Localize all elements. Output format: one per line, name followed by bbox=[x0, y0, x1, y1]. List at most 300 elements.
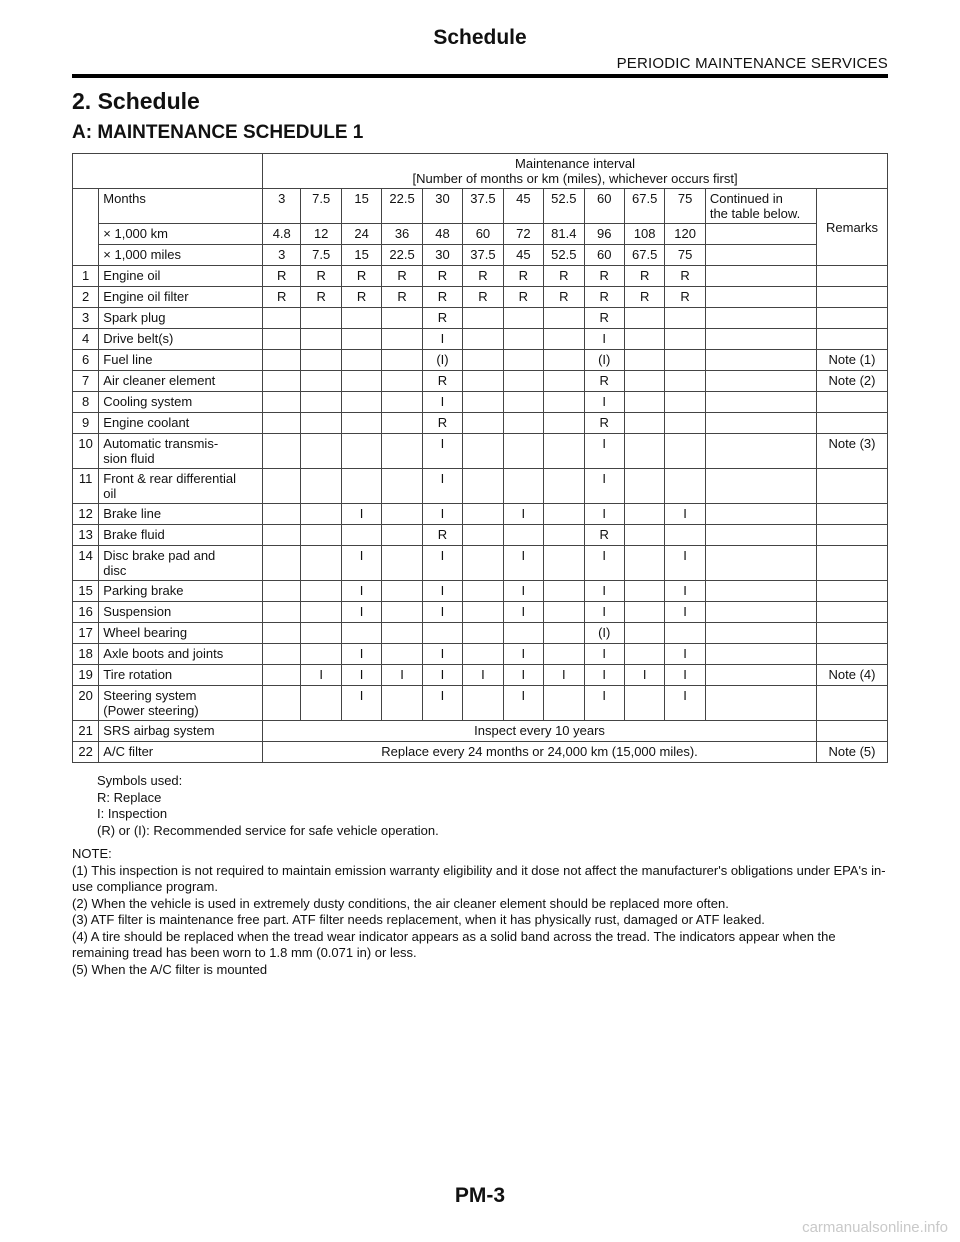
page-number: PM-3 bbox=[454, 1184, 506, 1207]
item-name: A/C filter bbox=[99, 742, 263, 763]
service-cell: I bbox=[422, 329, 462, 350]
service-cell bbox=[263, 686, 301, 721]
service-cell: R bbox=[463, 266, 503, 287]
service-cell bbox=[341, 371, 381, 392]
service-cell: R bbox=[584, 371, 624, 392]
continued-cell bbox=[705, 623, 816, 644]
service-cell: I bbox=[503, 665, 543, 686]
service-cell: I bbox=[584, 329, 624, 350]
section-heading: 2. Schedule bbox=[72, 88, 200, 114]
continued-cell bbox=[705, 469, 816, 504]
continued-cell bbox=[705, 266, 816, 287]
item-number: 20 bbox=[73, 686, 99, 721]
service-cell: R bbox=[422, 371, 462, 392]
km-value: 48 bbox=[422, 224, 462, 245]
table-row bbox=[73, 644, 888, 665]
miles-value: 75 bbox=[665, 245, 705, 266]
service-cell bbox=[263, 350, 301, 371]
service-cell bbox=[263, 329, 301, 350]
service-cell: I bbox=[665, 665, 705, 686]
month-value: 75 bbox=[665, 189, 705, 224]
remark-cell bbox=[817, 721, 888, 742]
service-cell: I bbox=[422, 434, 462, 469]
remark-cell bbox=[817, 504, 888, 525]
service-cell bbox=[263, 644, 301, 665]
service-cell: R bbox=[341, 266, 381, 287]
km-value: 24 bbox=[341, 224, 381, 245]
remark-cell bbox=[817, 469, 888, 504]
service-cell bbox=[463, 525, 503, 546]
service-cell bbox=[503, 434, 543, 469]
item-number: 10 bbox=[73, 434, 99, 469]
remark-cell bbox=[817, 266, 888, 287]
service-cell: R bbox=[584, 413, 624, 434]
service-cell bbox=[301, 308, 341, 329]
symbols-legend bbox=[97, 773, 439, 839]
service-cell bbox=[341, 434, 381, 469]
continued-cell bbox=[705, 546, 816, 581]
service-cell bbox=[341, 525, 381, 546]
service-cell: I bbox=[341, 686, 381, 721]
service-cell: R bbox=[422, 287, 462, 308]
service-cell: I bbox=[301, 665, 341, 686]
service-cell bbox=[341, 329, 381, 350]
item-number: 21 bbox=[73, 721, 99, 742]
service-cell bbox=[301, 392, 341, 413]
service-cell bbox=[665, 371, 705, 392]
service-cell bbox=[382, 644, 422, 665]
table-row bbox=[73, 266, 888, 287]
item-number: 3 bbox=[73, 308, 99, 329]
service-cell bbox=[301, 469, 341, 504]
service-cell bbox=[624, 329, 664, 350]
miles-value: 15 bbox=[341, 245, 381, 266]
service-cell bbox=[624, 469, 664, 504]
interval-header: Maintenance interval [Number of months or km (miles), whichever occurs first] bbox=[263, 154, 888, 189]
service-cell bbox=[624, 525, 664, 546]
km-value: 96 bbox=[584, 224, 624, 245]
service-cell bbox=[624, 371, 664, 392]
service-cell bbox=[463, 546, 503, 581]
service-cell: I bbox=[341, 581, 381, 602]
service-cell: I bbox=[422, 686, 462, 721]
service-cell bbox=[544, 525, 584, 546]
service-cell bbox=[382, 504, 422, 525]
miles-value: 37.5 bbox=[463, 245, 503, 266]
km-value: 4.8 bbox=[263, 224, 301, 245]
remark-cell bbox=[817, 546, 888, 581]
item-name: Drive belt(s) bbox=[99, 329, 263, 350]
item-name: Axle boots and joints bbox=[99, 644, 263, 665]
miles-value: 60 bbox=[584, 245, 624, 266]
item-number: 8 bbox=[73, 392, 99, 413]
months-label: Months bbox=[99, 189, 263, 224]
service-cell bbox=[665, 413, 705, 434]
service-cell bbox=[382, 623, 422, 644]
remark-cell: Note (2) bbox=[817, 371, 888, 392]
table-row bbox=[73, 287, 888, 308]
service-cell: R bbox=[263, 266, 301, 287]
service-cell bbox=[341, 469, 381, 504]
table-row bbox=[73, 665, 888, 686]
service-cell bbox=[263, 434, 301, 469]
service-cell bbox=[263, 581, 301, 602]
km-value: 108 bbox=[624, 224, 664, 245]
service-cell: I bbox=[422, 602, 462, 623]
service-cell bbox=[503, 392, 543, 413]
table-row bbox=[73, 413, 888, 434]
service-cell: I bbox=[665, 581, 705, 602]
srs-instruction: Inspect every 10 years bbox=[263, 721, 817, 742]
continued-cell bbox=[705, 602, 816, 623]
service-cell bbox=[382, 434, 422, 469]
month-value: 3 bbox=[263, 189, 301, 224]
item-name: Wheel bearing bbox=[99, 623, 263, 644]
watermark: carmanualsonline.info bbox=[802, 1219, 948, 1236]
month-value: 22.5 bbox=[382, 189, 422, 224]
service-cell bbox=[301, 504, 341, 525]
service-cell: R bbox=[665, 266, 705, 287]
service-cell bbox=[263, 371, 301, 392]
service-cell bbox=[624, 581, 664, 602]
service-cell bbox=[382, 686, 422, 721]
service-cell: R bbox=[422, 266, 462, 287]
service-cell: I bbox=[584, 504, 624, 525]
km-value: 120 bbox=[665, 224, 705, 245]
service-cell bbox=[463, 392, 503, 413]
item-number: 12 bbox=[73, 504, 99, 525]
km-row bbox=[73, 224, 888, 245]
service-cell bbox=[263, 546, 301, 581]
months-row bbox=[73, 189, 888, 224]
service-cell bbox=[301, 581, 341, 602]
service-cell bbox=[382, 371, 422, 392]
table-row bbox=[73, 392, 888, 413]
service-cell: I bbox=[422, 546, 462, 581]
service-cell bbox=[624, 504, 664, 525]
service-cell: I bbox=[422, 469, 462, 504]
service-cell bbox=[624, 392, 664, 413]
remark-cell bbox=[817, 308, 888, 329]
km-value: 36 bbox=[382, 224, 422, 245]
service-cell bbox=[263, 602, 301, 623]
service-cell bbox=[544, 392, 584, 413]
service-cell bbox=[463, 686, 503, 721]
item-number: 9 bbox=[73, 413, 99, 434]
symbol-line: I: Inspection bbox=[97, 806, 168, 821]
miles-value: 45 bbox=[503, 245, 543, 266]
continued-cell bbox=[705, 371, 816, 392]
service-cell bbox=[341, 308, 381, 329]
table-row bbox=[73, 371, 888, 392]
continued-cell bbox=[705, 392, 816, 413]
service-cell bbox=[263, 504, 301, 525]
service-cell: I bbox=[584, 665, 624, 686]
service-cell: (I) bbox=[584, 350, 624, 371]
continued-cell bbox=[705, 504, 816, 525]
schedule-body bbox=[73, 154, 888, 763]
running-header-title: Schedule bbox=[433, 26, 527, 49]
service-cell bbox=[544, 581, 584, 602]
service-cell: I bbox=[503, 581, 543, 602]
service-cell bbox=[341, 413, 381, 434]
item-number: 16 bbox=[73, 602, 99, 623]
service-cell bbox=[624, 602, 664, 623]
table-row bbox=[73, 546, 888, 581]
service-cell: R bbox=[263, 287, 301, 308]
notes-block bbox=[72, 846, 888, 978]
service-cell: I bbox=[665, 686, 705, 721]
blank-corner bbox=[73, 154, 263, 189]
service-cell bbox=[544, 371, 584, 392]
continued-cell bbox=[705, 350, 816, 371]
service-cell bbox=[463, 434, 503, 469]
table-row bbox=[73, 525, 888, 546]
service-cell bbox=[463, 308, 503, 329]
service-cell: I bbox=[341, 665, 381, 686]
miles-value: 67.5 bbox=[624, 245, 664, 266]
item-number: 7 bbox=[73, 371, 99, 392]
service-cell: R bbox=[382, 266, 422, 287]
item-name: Tire rotation bbox=[99, 665, 263, 686]
service-cell: I bbox=[422, 581, 462, 602]
service-cell bbox=[382, 546, 422, 581]
service-cell bbox=[624, 350, 664, 371]
service-cell bbox=[382, 602, 422, 623]
continued-cell bbox=[705, 329, 816, 350]
service-cell bbox=[624, 434, 664, 469]
service-cell bbox=[382, 581, 422, 602]
service-cell bbox=[665, 350, 705, 371]
table-row bbox=[73, 434, 888, 469]
service-cell: I bbox=[341, 644, 381, 665]
remark-cell bbox=[817, 525, 888, 546]
service-cell: I bbox=[422, 644, 462, 665]
miles-value: 30 bbox=[422, 245, 462, 266]
service-cell: R bbox=[584, 287, 624, 308]
service-cell bbox=[544, 546, 584, 581]
service-cell bbox=[382, 392, 422, 413]
remark-cell: Note (3) bbox=[817, 434, 888, 469]
service-cell bbox=[503, 308, 543, 329]
service-cell bbox=[382, 308, 422, 329]
service-cell: I bbox=[584, 644, 624, 665]
note-line: (2) When the vehicle is used in extremely dusty conditions, the air cleaner element should be replaced more often. bbox=[72, 895, 729, 911]
symbol-line: Symbols used: bbox=[97, 773, 183, 788]
item-number: 6 bbox=[73, 350, 99, 371]
service-cell: R bbox=[624, 266, 664, 287]
miles-value: 3 bbox=[263, 245, 301, 266]
continued-cell bbox=[705, 434, 816, 469]
continued-note: Continued in the table below. bbox=[705, 189, 816, 224]
service-cell: R bbox=[503, 266, 543, 287]
item-name: Steering system (Power steering) bbox=[99, 686, 263, 721]
item-name: Parking brake bbox=[99, 581, 263, 602]
service-cell bbox=[544, 329, 584, 350]
service-cell bbox=[544, 308, 584, 329]
service-cell bbox=[263, 525, 301, 546]
item-number: 22 bbox=[73, 742, 99, 763]
service-cell bbox=[503, 623, 543, 644]
item-number: 2 bbox=[73, 287, 99, 308]
miles-value: 22.5 bbox=[382, 245, 422, 266]
remark-cell bbox=[817, 581, 888, 602]
service-cell bbox=[665, 469, 705, 504]
continued-cell bbox=[705, 308, 816, 329]
service-cell bbox=[301, 602, 341, 623]
month-value: 45 bbox=[503, 189, 543, 224]
service-cell bbox=[544, 469, 584, 504]
continued-cell bbox=[705, 665, 816, 686]
km-value: 12 bbox=[301, 224, 341, 245]
service-cell: R bbox=[341, 287, 381, 308]
service-cell bbox=[544, 350, 584, 371]
continued-cell bbox=[705, 287, 816, 308]
table-row bbox=[73, 308, 888, 329]
service-cell: I bbox=[584, 602, 624, 623]
item-name: Cooling system bbox=[99, 392, 263, 413]
month-value: 67.5 bbox=[624, 189, 664, 224]
service-cell: I bbox=[584, 581, 624, 602]
remark-cell bbox=[817, 392, 888, 413]
service-cell: I bbox=[584, 392, 624, 413]
item-number: 18 bbox=[73, 644, 99, 665]
remark-cell bbox=[817, 413, 888, 434]
service-cell: I bbox=[544, 665, 584, 686]
item-name: Front & rear differential oil bbox=[99, 469, 263, 504]
service-cell: (I) bbox=[584, 623, 624, 644]
item-number: 11 bbox=[73, 469, 99, 504]
service-cell bbox=[503, 350, 543, 371]
service-cell bbox=[301, 546, 341, 581]
service-cell bbox=[544, 413, 584, 434]
service-cell bbox=[544, 504, 584, 525]
remark-cell bbox=[817, 686, 888, 721]
service-cell bbox=[503, 371, 543, 392]
service-cell bbox=[301, 434, 341, 469]
service-cell bbox=[301, 350, 341, 371]
service-cell: I bbox=[584, 686, 624, 721]
remark-cell: Note (1) bbox=[817, 350, 888, 371]
subsection-heading: A: MAINTENANCE SCHEDULE 1 bbox=[72, 122, 364, 143]
note-line: (1) This inspection is not required to maintain emission warranty eligibility and it dose not affect the manufacturer's obligations under EPA's in-use compliance program. bbox=[72, 862, 886, 894]
km-value: 72 bbox=[503, 224, 543, 245]
service-cell bbox=[463, 644, 503, 665]
service-cell bbox=[665, 392, 705, 413]
km-value: 60 bbox=[463, 224, 503, 245]
service-cell bbox=[624, 413, 664, 434]
service-cell bbox=[463, 371, 503, 392]
service-cell bbox=[463, 504, 503, 525]
service-cell bbox=[263, 665, 301, 686]
service-cell: I bbox=[503, 602, 543, 623]
service-cell: R bbox=[463, 287, 503, 308]
service-cell: I bbox=[665, 546, 705, 581]
service-cell bbox=[624, 644, 664, 665]
miles-row bbox=[73, 245, 888, 266]
item-name: Brake fluid bbox=[99, 525, 263, 546]
service-cell bbox=[544, 623, 584, 644]
service-cell bbox=[544, 434, 584, 469]
service-cell: R bbox=[584, 308, 624, 329]
item-number: 17 bbox=[73, 623, 99, 644]
item-name: Disc brake pad and disc bbox=[99, 546, 263, 581]
table-row bbox=[73, 504, 888, 525]
note-line: (3) ATF filter is maintenance free part. ATF filter needs replacement, when it has physically rust, damaged or ATF leaked. bbox=[72, 912, 765, 927]
symbol-line: R: Replace bbox=[97, 789, 162, 805]
continued-blank bbox=[705, 224, 816, 245]
service-cell bbox=[544, 686, 584, 721]
month-value: 52.5 bbox=[544, 189, 584, 224]
table-row bbox=[73, 623, 888, 644]
service-cell bbox=[463, 413, 503, 434]
service-cell: I bbox=[584, 434, 624, 469]
table-row bbox=[73, 329, 888, 350]
remark-cell bbox=[817, 623, 888, 644]
service-cell bbox=[263, 308, 301, 329]
miles-value: 52.5 bbox=[544, 245, 584, 266]
symbol-line: (R) or (I): Recommended service for safe vehicle operation. bbox=[97, 822, 439, 838]
service-cell bbox=[263, 469, 301, 504]
service-cell: I bbox=[503, 504, 543, 525]
item-name: Engine oil bbox=[99, 266, 263, 287]
service-cell bbox=[624, 546, 664, 581]
service-cell: R bbox=[544, 287, 584, 308]
continued-cell bbox=[705, 413, 816, 434]
month-value: 37.5 bbox=[463, 189, 503, 224]
service-cell bbox=[463, 329, 503, 350]
remark-cell: Note (5) bbox=[817, 742, 888, 763]
service-cell bbox=[263, 392, 301, 413]
service-cell: I bbox=[503, 644, 543, 665]
service-cell: R bbox=[301, 266, 341, 287]
table-row bbox=[73, 581, 888, 602]
service-cell bbox=[624, 308, 664, 329]
service-cell: I bbox=[584, 469, 624, 504]
item-name: Engine coolant bbox=[99, 413, 263, 434]
service-cell: I bbox=[665, 644, 705, 665]
service-cell bbox=[463, 581, 503, 602]
service-cell bbox=[341, 392, 381, 413]
service-cell bbox=[544, 644, 584, 665]
service-cell: (I) bbox=[422, 350, 462, 371]
service-cell: I bbox=[503, 546, 543, 581]
miles-value: 7.5 bbox=[301, 245, 341, 266]
service-cell bbox=[463, 623, 503, 644]
item-number: 1 bbox=[73, 266, 99, 287]
service-cell bbox=[301, 329, 341, 350]
service-cell bbox=[382, 329, 422, 350]
service-cell bbox=[665, 308, 705, 329]
service-cell bbox=[544, 602, 584, 623]
maintenance-schedule-table bbox=[72, 153, 888, 763]
item-name: Spark plug bbox=[99, 308, 263, 329]
service-cell bbox=[263, 413, 301, 434]
table-row bbox=[73, 469, 888, 504]
service-cell bbox=[422, 623, 462, 644]
service-cell bbox=[503, 329, 543, 350]
note-line: NOTE: bbox=[72, 846, 112, 861]
service-cell bbox=[341, 350, 381, 371]
month-value: 7.5 bbox=[301, 189, 341, 224]
km-label: × 1,000 km bbox=[99, 224, 263, 245]
service-cell bbox=[301, 525, 341, 546]
service-cell bbox=[624, 623, 664, 644]
service-cell: I bbox=[422, 392, 462, 413]
month-value: 30 bbox=[422, 189, 462, 224]
item-name: Brake line bbox=[99, 504, 263, 525]
item-name: SRS airbag system bbox=[99, 721, 263, 742]
